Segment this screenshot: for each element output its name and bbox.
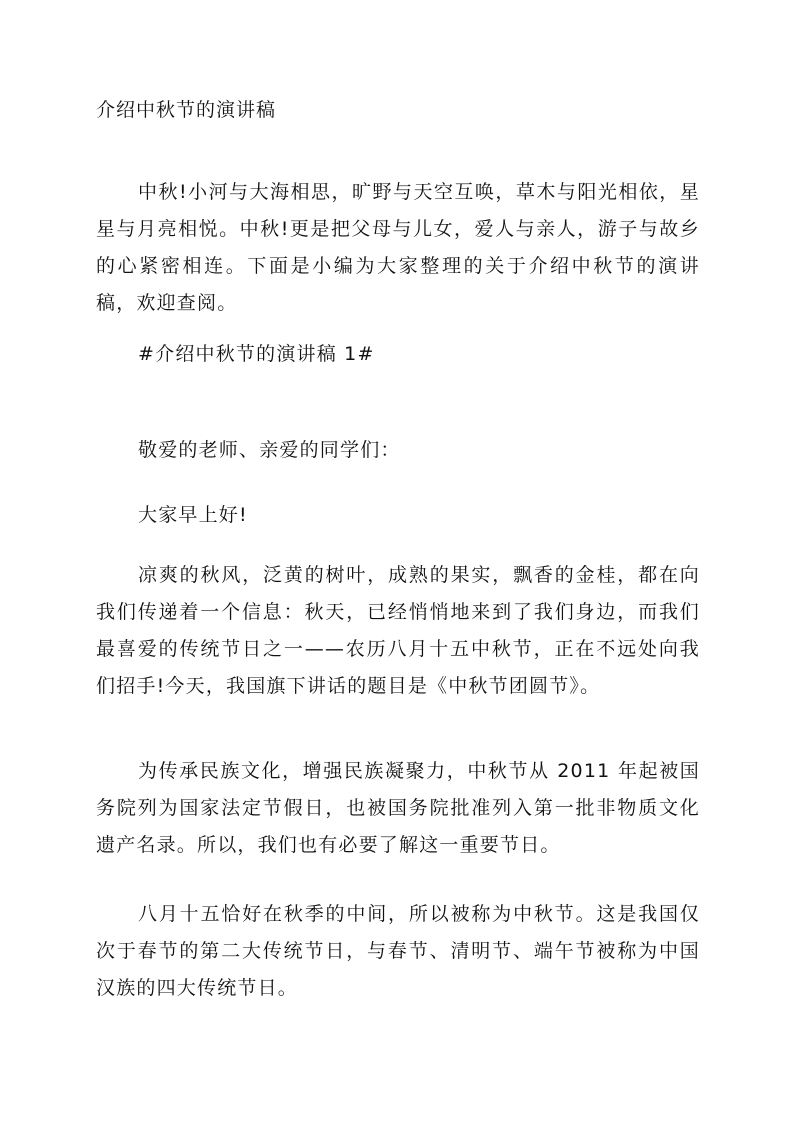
body-paragraph: 八月十五恰好在秋季的中间，所以被称为中秋节。这是我国仅次于春节的第二大传统节日，与春节、清明节、端午节被称为中国汉族的四大传统节日。 [96,903,700,999]
salutation: 敬爱的老师、亲爱的同学们： [138,439,401,461]
body-paragraph: 凉爽的秋风，泛黄的树叶，成熟的果实，飘香的金桂，都在向我们传递着一个信息：秋天，已经悄悄地来到了我们身边，而我们最喜爱的传统节日之一——农历八月十五中秋节，正在不远处向我们招手!今天，我国旗下讲话的题目是《中秋节团圆节》。 [96,564,700,697]
body-paragraph: 为传承民族文化，增强民族凝聚力，中秋节从 2011 年起被国务院列为国家法定节假日，也被国务院批准列入第一批非物质文化遗产名录。所以，我们也有必要了解这一重要节日。 [96,760,700,856]
section-heading: #介绍中秋节的演讲稿 1# [138,343,375,365]
intro-paragraph: 中秋!小河与大海相思，旷野与天空互唤，草木与阳光相依，星星与月亮相悦。中秋!更是把父母与儿女，爱人与亲人，游子与故乡的心紧密相连。下面是小编为大家整理的关于介绍中秋节的演讲稿，欢迎查阅。 [96,181,700,314]
greeting: 大家早上好! [138,504,248,526]
document-title: 介绍中秋节的演讲稿 [96,99,277,121]
